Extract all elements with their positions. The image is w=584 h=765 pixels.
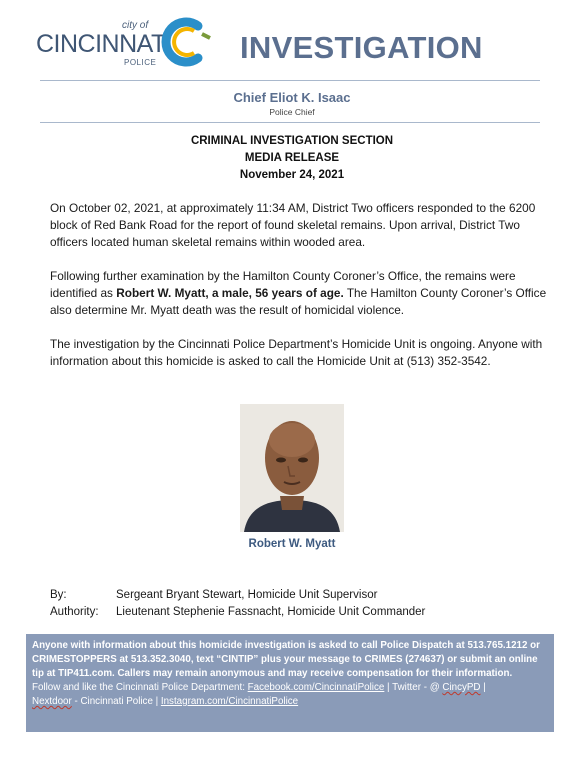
- logo-c-mark-icon: [156, 16, 212, 68]
- header: [0, 0, 584, 80]
- p2-text-b: The Hamilton County Coroner’s Office also determine Mr. Myatt death was the result of homicidal violence.: [50, 286, 547, 317]
- credit-by-value: Sergeant Bryant Stewart, Homicide Unit Supervisor: [116, 589, 378, 601]
- cincinnati-police-logo: [36, 16, 216, 70]
- logo-city-of: city of: [122, 20, 149, 31]
- footer-sep-2: |: [480, 682, 486, 693]
- footer-follow: [32, 681, 548, 709]
- footer-sep-1: | Twitter - @: [384, 682, 443, 693]
- release-section: CRIMINAL INVESTIGATION SECTION: [190, 135, 394, 147]
- photo-caption: Robert W. Myatt: [248, 538, 336, 550]
- body-paragraph-3: The investigation by the Cincinnati Police Department’s Homicide Unit is ongoing. Anyone with information about this homicide is asked to call the Homicide Unit at (513) 352-3542.: [50, 337, 543, 368]
- credit-authority-label: Authority:: [50, 606, 99, 618]
- p2-victim-bold: Robert W. Myatt, a male, 56 years of age.: [116, 286, 344, 300]
- header-divider-top: [40, 80, 540, 81]
- footer-notice: Anyone with information about this homicide investigation is asked to call Police Dispatch at 513.765.1212 or CRIMESTOPPERS at 513.352.3040, text “CINTIP” plus your message to CRIMES (274637) or submit an online tip at TIP411.com. Callers may remain anonymous and may receive compensation for their information.: [32, 640, 540, 679]
- credit-authority: [50, 604, 425, 621]
- footer-nextdoor-rest: - Cincinnati Police |: [71, 696, 161, 707]
- chief-name: Chief Eliot K. Isaac: [233, 90, 351, 105]
- release-heading: [0, 133, 584, 184]
- p2-text-a: Following further examination by the Hamilton County Coroner’s Office, the remains were identified as: [50, 269, 516, 300]
- credit-by-label: By:: [50, 589, 67, 601]
- header-divider-bottom: [40, 122, 540, 123]
- logo-police: POLICE: [124, 58, 157, 67]
- page-title: INVESTIGATION: [240, 30, 483, 65]
- footer-follow-text: Follow and like the Cincinnati Police Department:: [32, 682, 248, 693]
- release-date: November 24, 2021: [239, 169, 345, 181]
- release-type: MEDIA RELEASE: [244, 152, 340, 164]
- footer-notice-box: [26, 634, 554, 732]
- logo-city-name: CINCINNATI: [36, 30, 173, 58]
- body-paragraph-2: [50, 268, 550, 319]
- chief-title: Police Chief: [269, 107, 315, 117]
- body-paragraph-1: On October 02, 2021, at approximately 11:34 AM, District Two officers responded to the 6200 block of Red Bank Road for the report of found skeletal remains. Upon arrival, District Two officers located human skeletal remains within wooded area.: [50, 201, 536, 249]
- footer-nextdoor-link[interactable]: Nextdoor: [32, 696, 72, 707]
- credit-authority-value: Lieutenant Stephenie Fassnacht, Homicide Unit Commander: [116, 606, 426, 618]
- footer-facebook-link[interactable]: Facebook.com/CincinnatiPolice: [247, 682, 385, 693]
- victim-photo: [240, 404, 344, 532]
- footer-instagram-link[interactable]: Instagram.com/CincinnatiPolice: [160, 696, 299, 707]
- credit-by: [50, 587, 377, 604]
- footer-twitter-link[interactable]: CincyPD: [442, 682, 481, 693]
